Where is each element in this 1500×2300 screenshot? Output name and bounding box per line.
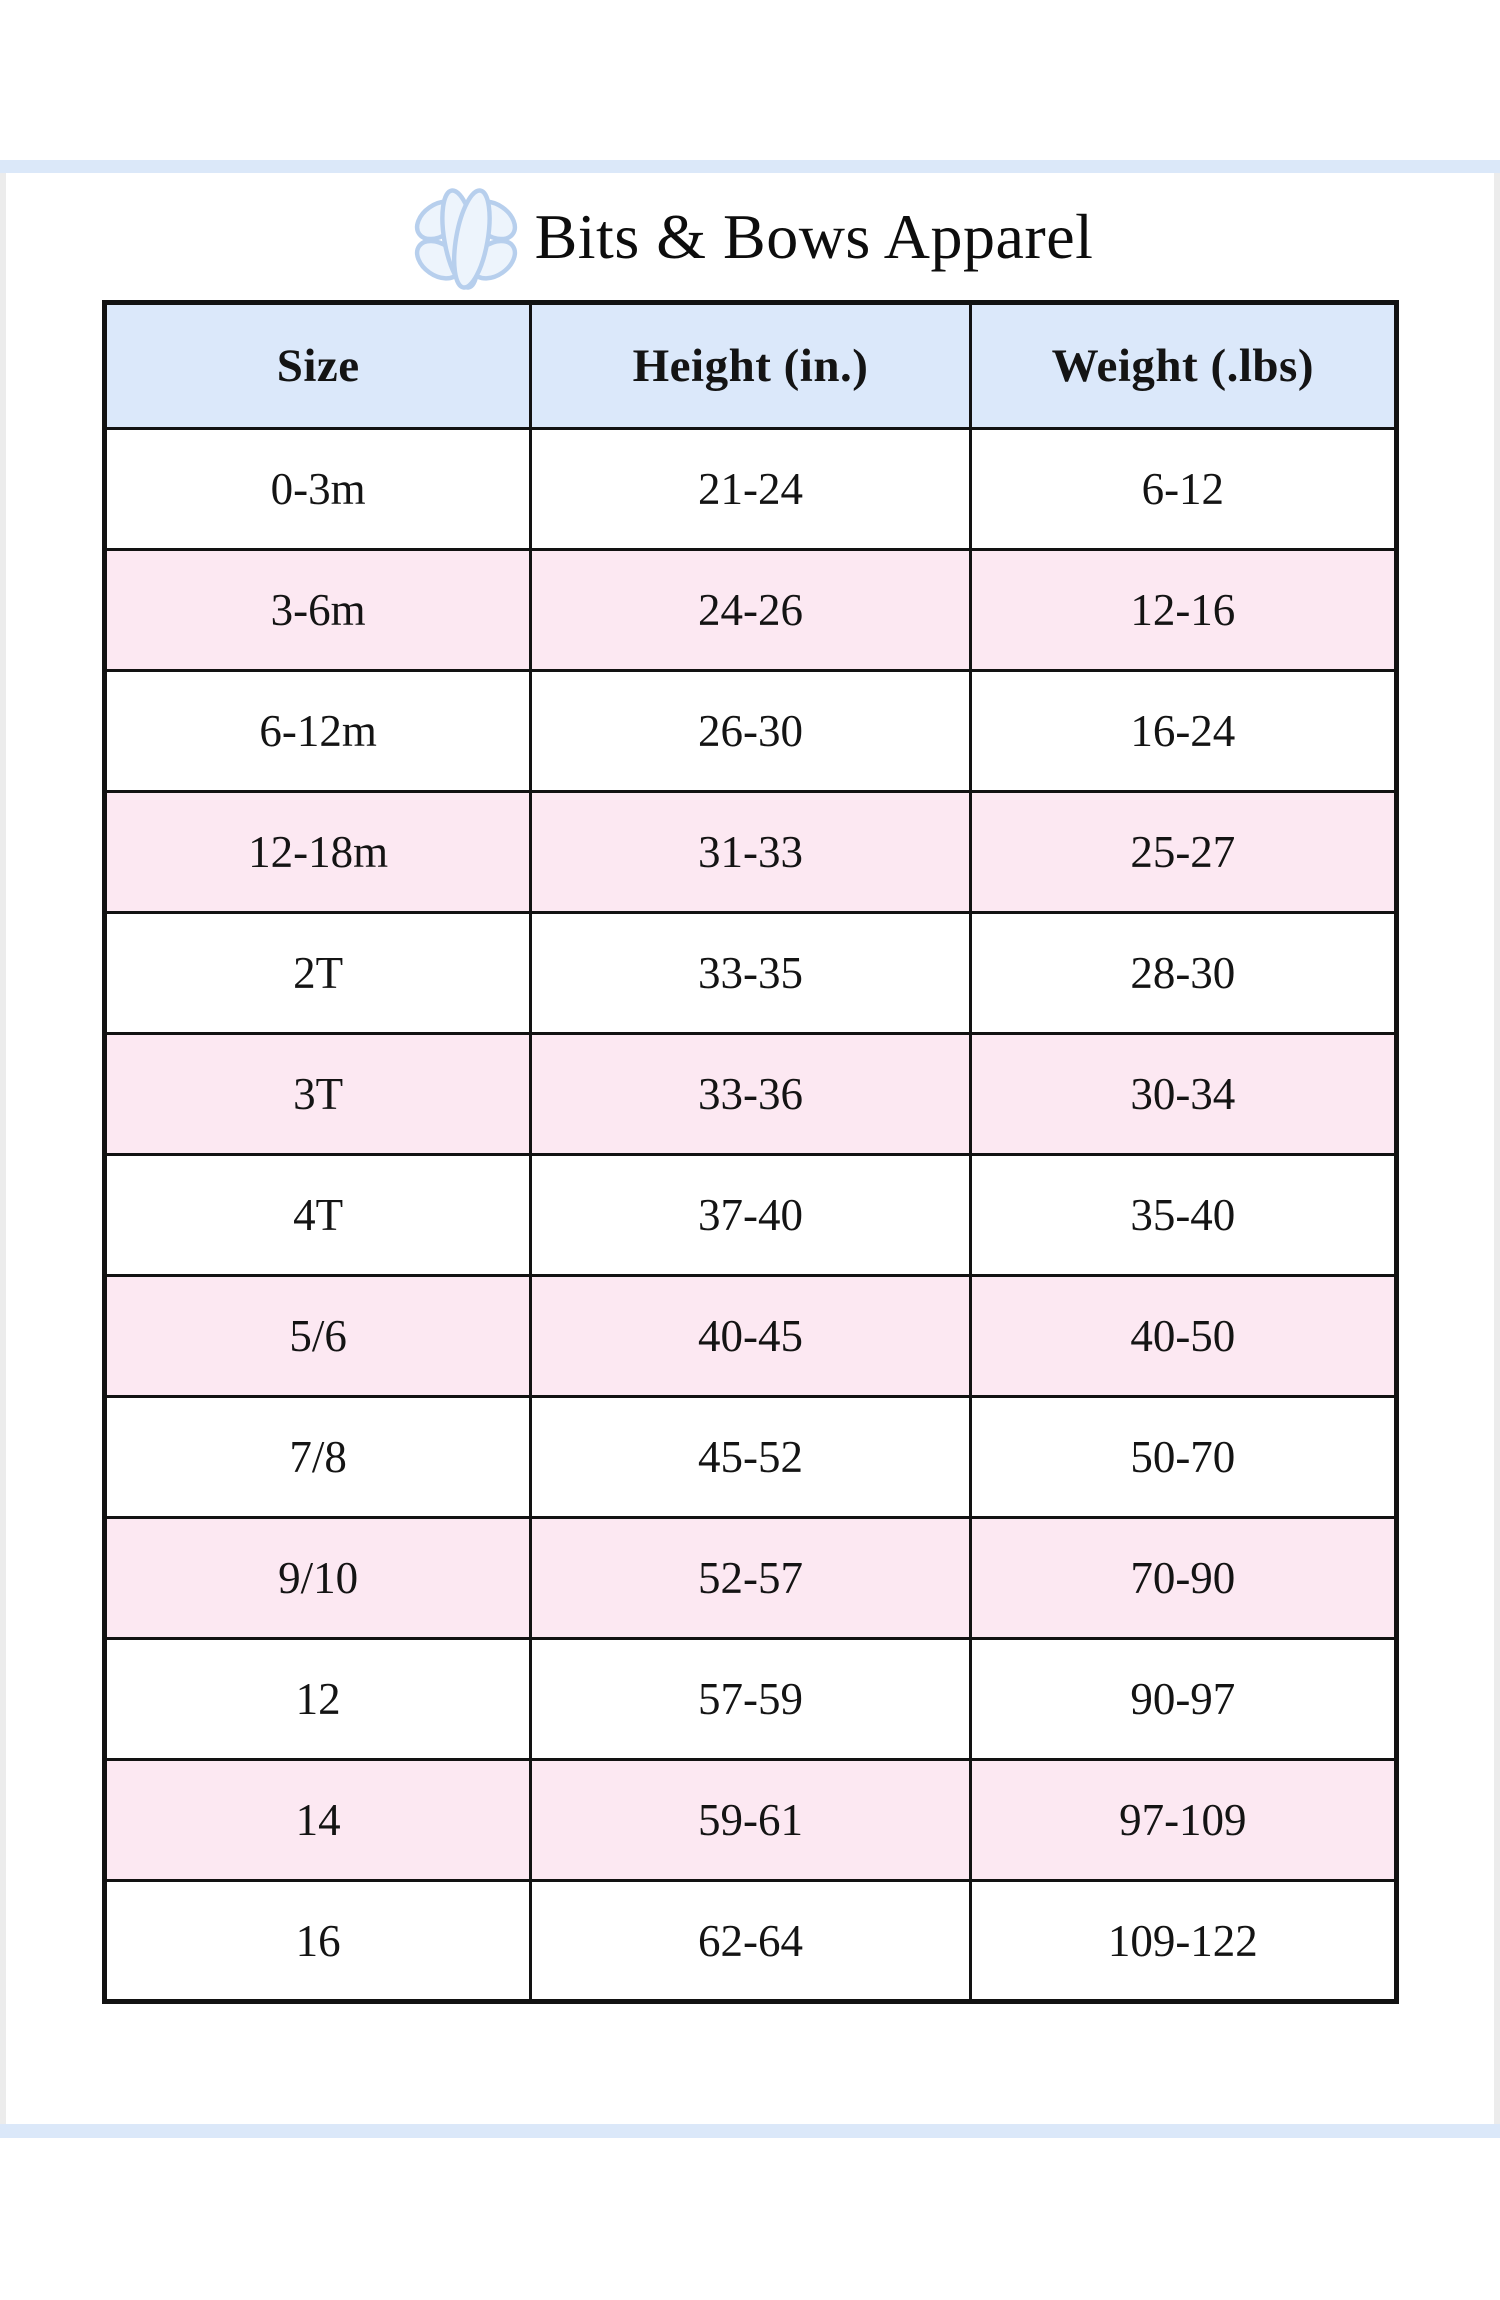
table-row	[105, 1760, 1397, 1881]
weight-cell: 30-34	[970, 1034, 1396, 1155]
weight-cell: 12-16	[970, 550, 1396, 671]
table-header-row	[105, 303, 1397, 429]
height-cell: 24-26	[531, 550, 970, 671]
size-cell: 9/10	[105, 1518, 531, 1639]
bow-monogram-icon	[407, 181, 525, 299]
size-cell: 4T	[105, 1155, 531, 1276]
size-cell: 3T	[105, 1034, 531, 1155]
weight-cell: 35-40	[970, 1155, 1396, 1276]
size-cell: 14	[105, 1760, 531, 1881]
height-cell: 26-30	[531, 671, 970, 792]
height-cell: 37-40	[531, 1155, 970, 1276]
size-cell: 5/6	[105, 1276, 531, 1397]
size-chart-table	[102, 300, 1399, 2004]
size-cell: 3-6m	[105, 550, 531, 671]
height-cell: 57-59	[531, 1639, 970, 1760]
height-cell: 33-35	[531, 913, 970, 1034]
column-header: Weight (.lbs)	[970, 303, 1396, 429]
right-page-edge	[1494, 173, 1500, 2124]
size-cell: 12-18m	[105, 792, 531, 913]
height-cell: 40-45	[531, 1276, 970, 1397]
bottom-accent-stripe	[0, 2124, 1500, 2138]
weight-cell: 16-24	[970, 671, 1396, 792]
weight-cell: 70-90	[970, 1518, 1396, 1639]
height-cell: 31-33	[531, 792, 970, 913]
size-cell: 2T	[105, 913, 531, 1034]
table-row	[105, 1155, 1397, 1276]
left-page-edge	[0, 173, 6, 2124]
height-cell: 21-24	[531, 429, 970, 550]
table-row	[105, 1034, 1397, 1155]
table-row	[105, 1881, 1397, 2002]
weight-cell: 109-122	[970, 1881, 1396, 2002]
column-header: Size	[105, 303, 531, 429]
table-row	[105, 671, 1397, 792]
table-row	[105, 792, 1397, 913]
table-row	[105, 1397, 1397, 1518]
table-row	[105, 429, 1397, 550]
height-cell: 62-64	[531, 1881, 970, 2002]
table-row	[105, 1518, 1397, 1639]
weight-cell: 90-97	[970, 1639, 1396, 1760]
weight-cell: 28-30	[970, 913, 1396, 1034]
table-row	[105, 1639, 1397, 1760]
size-cell: 0-3m	[105, 429, 531, 550]
table-row	[105, 550, 1397, 671]
height-cell: 33-36	[531, 1034, 970, 1155]
height-cell: 45-52	[531, 1397, 970, 1518]
weight-cell: 50-70	[970, 1397, 1396, 1518]
table-row	[105, 913, 1397, 1034]
page-title: Bits & Bows Apparel	[534, 201, 1094, 272]
height-cell: 52-57	[531, 1518, 970, 1639]
brand-header	[0, 172, 1500, 302]
size-cell: 6-12m	[105, 671, 531, 792]
column-header: Height (in.)	[531, 303, 970, 429]
size-cell: 7/8	[105, 1397, 531, 1518]
size-cell: 16	[105, 1881, 531, 2002]
weight-cell: 6-12	[970, 429, 1396, 550]
height-cell: 59-61	[531, 1760, 970, 1881]
weight-cell: 97-109	[970, 1760, 1396, 1881]
weight-cell: 40-50	[970, 1276, 1396, 1397]
weight-cell: 25-27	[970, 792, 1396, 913]
table-row	[105, 1276, 1397, 1397]
size-cell: 12	[105, 1639, 531, 1760]
